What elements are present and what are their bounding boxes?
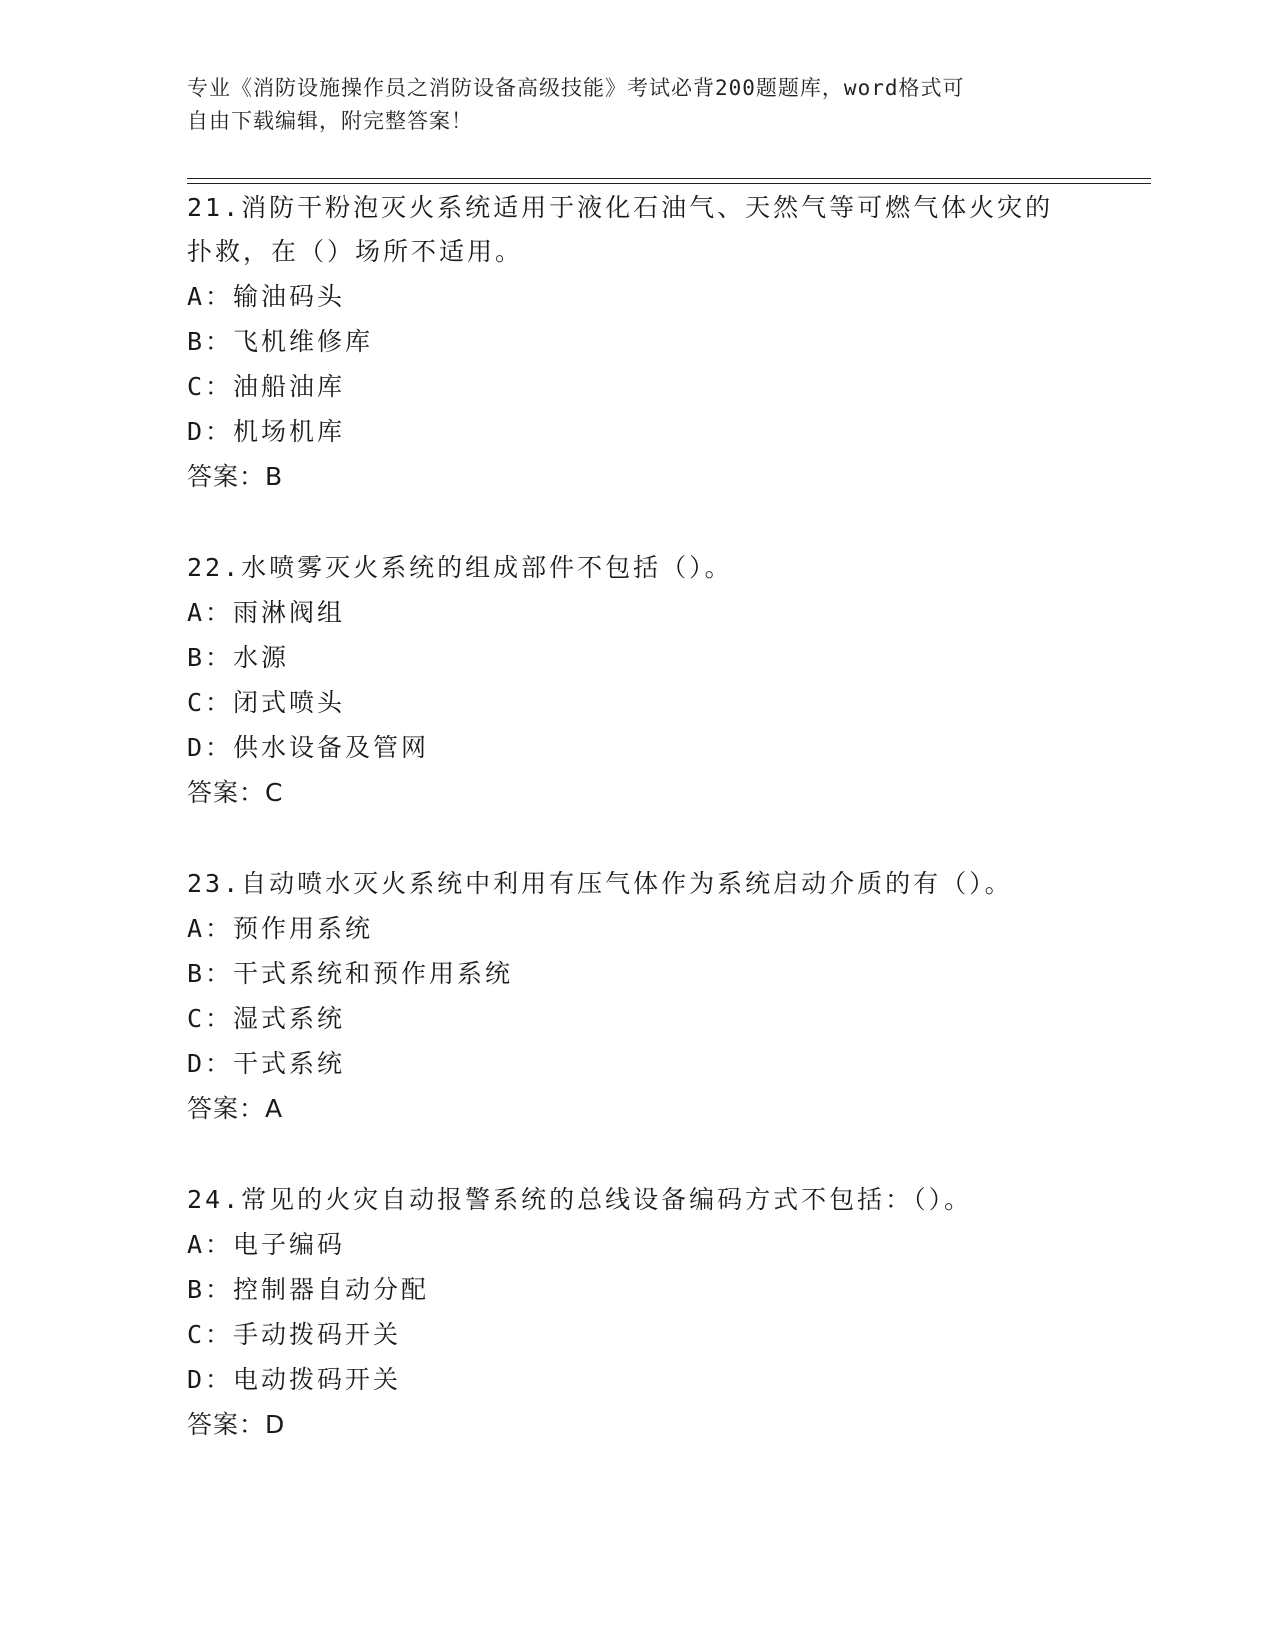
question-stem: 21.消防干粉泡灭火系统适用于液化石油气、天然气等可燃气体火灾的 bbox=[187, 193, 1054, 222]
option-d: D：电动拨码开关 bbox=[187, 1365, 402, 1394]
option-b: B：干式系统和预作用系统 bbox=[187, 959, 514, 988]
option-a: A：电子编码 bbox=[187, 1230, 346, 1259]
question-stem-continued: 扑救，在（）场所不适用。 bbox=[187, 237, 524, 266]
option-d: D：供水设备及管网 bbox=[187, 733, 430, 762]
option-c: C：油船油库 bbox=[187, 372, 346, 401]
header-line-1: 专业《消防设施操作员之消防设备高级技能》考试必背200题题库，word格式可 bbox=[187, 76, 965, 100]
question-22 bbox=[187, 546, 1087, 816]
option-c: C：闭式喷头 bbox=[187, 688, 346, 717]
question-24 bbox=[187, 1178, 1087, 1448]
option-b: B：控制器自动分配 bbox=[187, 1275, 430, 1304]
header-divider-top bbox=[187, 178, 1151, 179]
option-a: A：预作用系统 bbox=[187, 914, 374, 943]
question-23 bbox=[187, 862, 1087, 1132]
option-a: A：雨淋阀组 bbox=[187, 598, 346, 627]
option-b: B：飞机维修库 bbox=[187, 327, 374, 356]
question-21 bbox=[187, 186, 1087, 500]
option-c: C：手动拨码开关 bbox=[187, 1320, 402, 1349]
option-c: C：湿式系统 bbox=[187, 1004, 346, 1033]
option-d: D：机场机库 bbox=[187, 417, 346, 446]
option-b: B：水源 bbox=[187, 643, 290, 672]
answer: 答案：D bbox=[187, 1410, 286, 1439]
question-stem: 24.常见的火灾自动报警系统的总线设备编码方式不包括：（）。 bbox=[187, 1185, 973, 1214]
header-line-2: 自由下载编辑，附完整答案！ bbox=[187, 109, 473, 133]
answer: 答案：C bbox=[187, 778, 284, 807]
answer: 答案：A bbox=[187, 1094, 284, 1123]
question-stem: 23.自动喷水灭火系统中利用有压气体作为系统启动介质的有（）。 bbox=[187, 869, 1013, 898]
question-stem: 22.水喷雾灭火系统的组成部件不包括（）。 bbox=[187, 553, 733, 582]
header-divider-bottom bbox=[187, 183, 1151, 184]
answer: 答案：B bbox=[187, 462, 284, 491]
option-d: D：干式系统 bbox=[187, 1049, 346, 1078]
document-header bbox=[187, 72, 1087, 138]
option-a: A：输油码头 bbox=[187, 282, 346, 311]
